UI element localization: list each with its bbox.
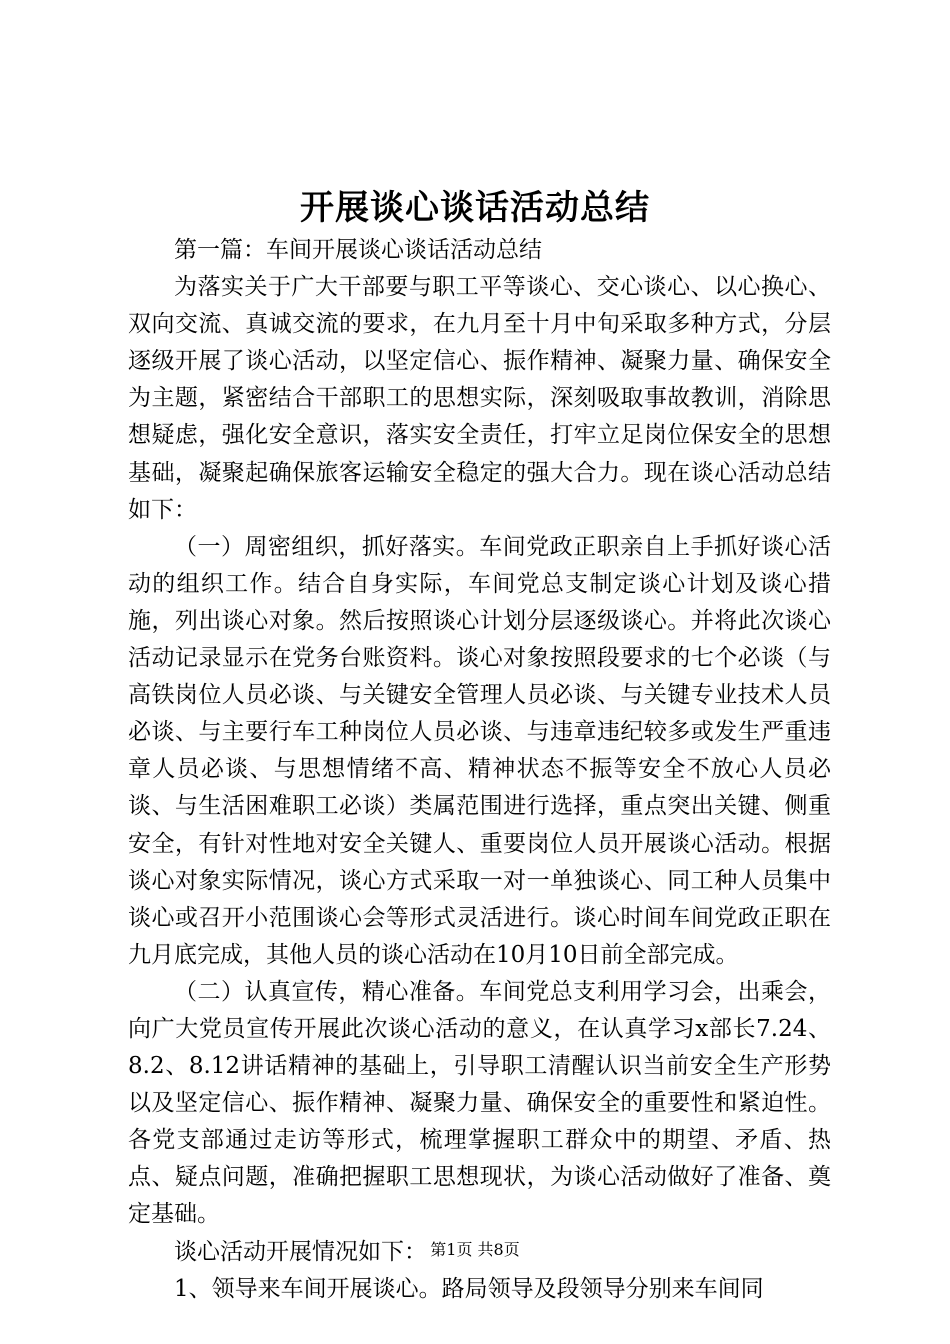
section-heading: 第一篇：车间开展谈心谈话活动总结 — [174, 237, 542, 263]
paragraph-intro: 为落实关于广大干部要与职工平等谈心、交心谈心、以心换心、双向交流、真诚交流的要求，在九月至十月中旬采取多种方式，分层逐级开展了谈心活动，以坚定信心、振作精神、凝聚力量、确保安全为主题，紧密结合干部职工的思想实际，深刻吸取事故教训，消除思想疑虑，强化安全意识，落实安全责任，打牢立足岗位保安全的思想基础，凝聚起确保旅客运输安全稳定的强大合力。现在谈心活动总结如下： — [128, 274, 831, 523]
document-title: 开展谈心谈话活动总结 — [300, 188, 650, 228]
paragraph-organization: （一）周密组织，抓好落实。车间党政正职亲自上手抓好谈心活动的组织工作。结合自身实际，车间党总支制定谈心计划及谈心措施，列出谈心对象。然后按照谈心计划分层逐级谈心。并将此次谈心活动记录显示在党务台账资料。谈心对象按照段要求的七个必谈（与高铁岗位人员必谈、与关键安全管理人员必谈、与关键专业技术人员必谈、与主要行车工种岗位人员必谈、与违章违纪较多或发生严重违章人员必谈、与思想情绪不高、精神状态不振等安全不放心人员必谈、与生活困难职工必谈）类属范围进行选择，重点突出关键、侧重安全，有针对性地对安全关键人、重要岗位人员开展谈心活动。根据谈心对象实际情况，谈心方式采取一对一单独谈心、同工种人员集中谈心或召开小范围谈心会等形式灵活进行。谈心时间车间党政正职在九月底完成，其他人员的谈心活动在10月10日前全部完成。 — [128, 533, 831, 968]
paragraph-publicity: （二）认真宣传，精心准备。车间党总支利用学习会，出乘会，向广大党员宣传开展此次谈心活动的意义，在认真学习x部长7.24、8.2、8.12讲话精神的基础上，引导职工清醒认识当前安全生产形势以及坚定信心、振作精神、凝聚力量、确保安全的重要性和紧迫性。各党支部通过走访等形式，梳理掌握职工群众中的期望、矛盾、热点、疑点问题，准确把握职工思想现状，为谈心活动做好了准备、奠定基础。 — [128, 978, 831, 1228]
paragraph-leaders: 1、领导来车间开展谈心。路局领导及段领导分别来车间同 — [174, 1275, 764, 1302]
page-footer: 第1页 共8页 — [430, 1240, 520, 1259]
document-body — [128, 232, 831, 1308]
paragraph-activity-intro: 谈心活动开展情况如下： — [174, 1238, 427, 1265]
